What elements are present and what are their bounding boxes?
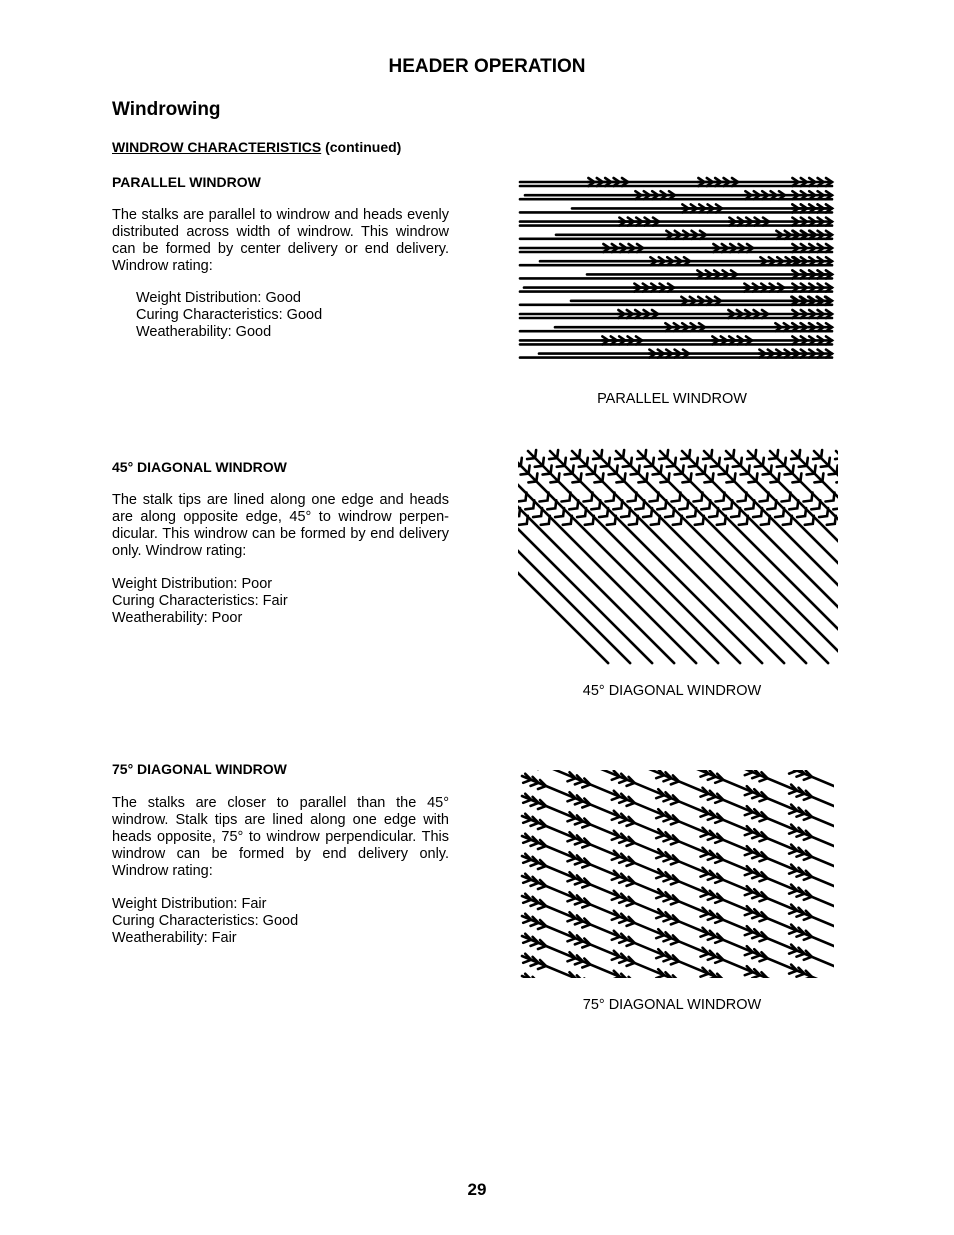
rating-curing-characteristics: Curing Characteristics: Fair <box>112 593 288 609</box>
stalk-stroke <box>627 977 635 978</box>
diagonal-75-windrow-caption: 75° DIAGONAL WINDROW <box>582 997 762 1013</box>
parallel-windrow-caption: PARALLEL WINDROW <box>597 391 747 407</box>
diagonal-45-windrow-description: The stalk tips are lined along one edge and heads are along opposite edge, 45° to windrow perpen-dicular. This windrow can be formed by end delivery only. Windrow rating: <box>112 492 449 559</box>
diagonal-75-windrow-description: The stalks are closer to parallel than the 45° windrow. Stalk tips are lined along one edge with heads opposite, 75° to windrow perpendicular. This windrow can be formed by end delivery only. Windrow rating: <box>112 795 449 879</box>
rating-weatherability: Weatherability: Fair <box>112 930 237 946</box>
rating-curing-characteristics: Curing Characteristics: Good <box>136 307 323 323</box>
rating-weatherability: Weatherability: Good <box>136 324 272 340</box>
rating-curing-characteristics: Curing Characteristics: Good <box>112 913 299 929</box>
parallel-windrow-description: The stalks are parallel to windrow and heads evenly distributed across width of windrow. This windrow can be formed by center delivery or end delivery. Windrow rating: <box>112 207 449 274</box>
diagonal-75-windrow-illustration <box>518 770 834 978</box>
rating-weatherability: Weatherability: Poor <box>112 610 243 626</box>
diagonal-45-windrow-heading: 45° DIAGONAL WINDROW <box>112 459 287 475</box>
diagonal-75-windrow-ratings <box>112 896 298 947</box>
section-title: Windrowing <box>112 99 221 120</box>
diagonal-45-windrow-illustration <box>518 446 838 666</box>
parallel-windrow-illustration <box>518 176 836 372</box>
subsection-title-suffix: (continued) <box>325 139 402 155</box>
parallel-windrow-heading: PARALLEL WINDROW <box>112 174 261 190</box>
diagonal-75-windrow-heading: 75° DIAGONAL WINDROW <box>112 761 287 777</box>
rating-weight-distribution: Weight Distribution: Fair <box>112 896 267 912</box>
stalk-stroke <box>531 977 539 978</box>
page-number: 29 <box>467 1180 487 1199</box>
stalk-stroke <box>789 770 797 774</box>
rating-weight-distribution: Weight Distribution: Good <box>136 290 301 306</box>
stalk-stroke <box>638 451 838 663</box>
parallel-windrow-ratings <box>136 290 322 341</box>
diagonal-45-windrow-ratings <box>112 576 288 627</box>
diagonal-45-windrow-caption: 45° DIAGONAL WINDROW <box>582 683 762 699</box>
page-header-title: HEADER OPERATION <box>388 56 586 77</box>
rating-weight-distribution: Weight Distribution: Poor <box>112 576 273 592</box>
subsection-title <box>112 139 401 155</box>
subsection-title-main: WINDROW CHARACTERISTICS <box>112 139 322 155</box>
